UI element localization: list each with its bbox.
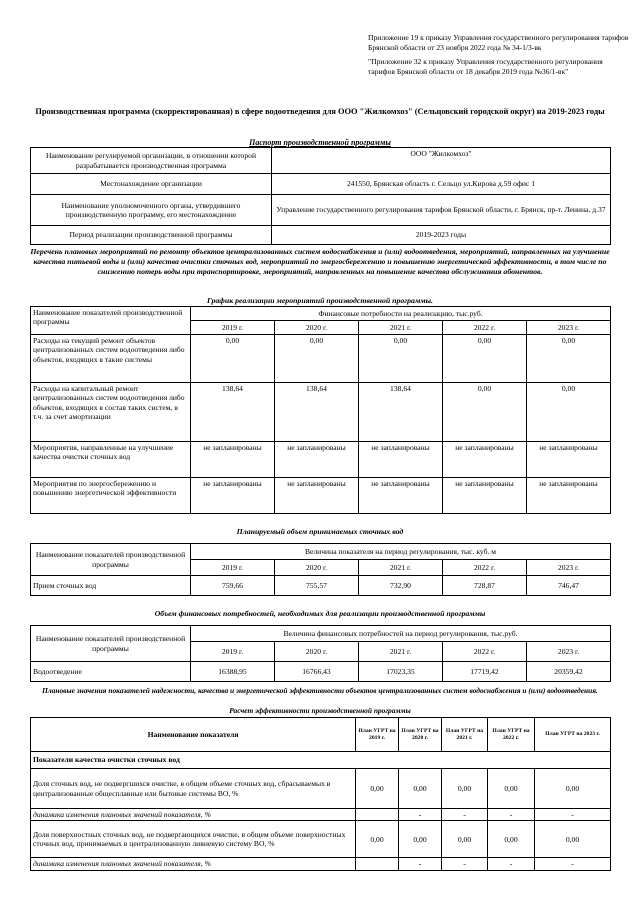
row-label: Водоотведение [31,662,191,682]
reliability-subheading: Расчет эффективности производственной программы [229,706,411,715]
passport-value: 2019-2023 годы [272,226,611,245]
year-header: 2021 г. [359,321,443,335]
passport-value: Управление государственного регулирования тарифов Брянской области, г. Брянск, пр-т. Ленина, д.37 [272,195,611,226]
document-title: Производственная программа (скорректированная) в сфере водоотведения для ООО "Жилкомхоз" (Сельцовский городской округ) на 2019-2023 годы [35,107,605,116]
row-label: Прием сточных вод [31,576,191,596]
cell-value: 138,64 [191,383,275,442]
order-note-2: "Приложение 32 к приказу Управления государственного регулирования тарифов Брянской области от 18 декабря 2019 года №36/1-вк" [368,57,603,76]
cell-value: не запланированы [191,478,275,514]
wastewater-col-group: Величина показателя на период регулирования, тыс. куб. м [191,544,611,560]
year-header: 2019 г. [191,560,275,576]
cell-value: 0,00 [399,821,442,858]
reliability-table [30,717,611,871]
measures-col-group: Финансовые потребности на реализацию, тыс.руб. [191,307,611,321]
cell-value: - [535,858,611,870]
dynamics-label: динамика изменения плановых значений показателя, % [31,809,356,821]
year-header: 2020 г. [275,560,359,576]
cell-value: 0,00 [399,769,442,809]
cell-value: 0,00 [275,335,359,383]
cell-value: - [442,809,488,821]
cell-value: 0,00 [488,821,535,858]
cell-value: - [399,809,442,821]
plan-col-header: План УГРТ на 2020 г. [399,718,442,752]
passport-value: ООО "Жилкомхоз" [272,148,611,174]
order-header [368,33,630,76]
year-header: 2021 г. [359,560,443,576]
cell-value: не запланированы [527,478,611,514]
cell-value: 746,47 [527,576,611,596]
cell-value: 0,00 [527,383,611,442]
table-row [31,335,611,383]
cell-value: 0,00 [442,769,488,809]
passport-table [30,147,611,245]
year-header: 2022 г. [443,560,527,576]
year-header: 2023 г. [527,560,611,576]
table-row [31,576,611,596]
row-label: Мероприятия по энергосбережению и повышению энергетической эффективности [31,478,191,514]
year-header: 2020 г. [275,321,359,335]
year-header: 2023 г. [527,642,611,662]
year-header: 2023 г. [527,321,611,335]
cell-value: 138,64 [359,383,443,442]
cell-value: не запланированы [275,478,359,514]
cell-value [356,809,399,821]
passport-row [31,174,611,195]
passport-label: Местонахождение организации [31,174,272,195]
table-row [31,769,611,809]
cell-value: не запланированы [443,442,527,478]
passport-label: Наименование уполномоченного органа, утвердившего производственную программу, его местонахождение [31,195,272,226]
cell-value: 0,00 [443,335,527,383]
year-header: 2019 г. [191,642,275,662]
cell-value: 0,00 [191,335,275,383]
cell-value: 16766,43 [275,662,359,682]
cell-value: 732,90 [359,576,443,596]
cell-value: 0,00 [443,383,527,442]
cell-value: - [399,858,442,870]
dynamics-label: динамика изменения плановых значений показателя, % [31,858,356,870]
cell-value: не запланированы [443,478,527,514]
year-header: 2020 г. [275,642,359,662]
cell-value: 0,00 [488,769,535,809]
row-label: Расходы на капитальный ремонт централизованных систем водоотведения либо объектов, входящих в состав таких систем, в т.ч. за счет амортизации [31,383,191,442]
reliability-heading: Плановые значения показателей надежности, качества и энергетической эффективности объектов централизованных систем водоснабжения и (или) водоотведения. [42,686,598,695]
cell-value: 0,00 [356,769,399,809]
cell-value: 17719,42 [443,662,527,682]
finance-col-group: Величина финансовых потребностей на период регулирования, тыс.руб. [191,626,611,642]
group-title: Показатели качества очистки сточных вод [31,752,611,769]
cell-value: 0,00 [527,335,611,383]
cell-value: 0,00 [356,821,399,858]
cell-value [356,858,399,870]
passport-label: Наименование регулируемой организации, в отношении которой разрабатывается производственная программа [31,148,272,174]
passport-label: Период реализации производственной программы [31,226,272,245]
wastewater-col-label: Наименование показателей производственной программы [31,544,191,576]
plan-col-header: План УГРТ на 2022 г. [488,718,535,752]
reliability-col-label: Наименование показателя [31,718,356,752]
finance-heading: Объем финансовых потребностей, необходимых для реализации производственной программы [154,609,486,618]
passport-row [31,195,611,226]
cell-value: не запланированы [359,478,443,514]
cell-value: 759,66 [191,576,275,596]
table-row [31,442,611,478]
table-row [31,809,611,821]
cell-value: - [535,809,611,821]
cell-value: не запланированы [527,442,611,478]
cell-value: 16388,95 [191,662,275,682]
table-row [31,858,611,870]
row-label: Доля поверхностных сточных вод, не подвергающихся очистке, в общем объеме поверхностных сточных вод, принимаемых в централизованную ливневую систему ВО, % [31,821,356,858]
cell-value: 138,64 [275,383,359,442]
wastewater-heading: Планируемый объем принимаемых сточных вод [236,527,404,536]
measures-table [30,306,611,514]
wastewater-table [30,543,611,596]
finance-table [30,625,611,682]
table-row [31,821,611,858]
cell-value: - [442,858,488,870]
measures-subheading: График реализации мероприятий производственной программы. [207,296,433,305]
cell-value: 17023,35 [359,662,443,682]
year-header: 2022 г. [443,321,527,335]
cell-value: - [488,858,535,870]
table-row [31,383,611,442]
cell-value: 0,00 [359,335,443,383]
cell-value: 0,00 [535,769,611,809]
measures-col-label: Наименование показателей производственной программы [31,307,191,335]
measures-heading: Перечень плановых мероприятий по ремонту объектов централизованных систем водоснабжения и (или) водоотведения, мероприятий, направленных на улучшение качества питьевой воды и (или) качества очистки сточных вод, мероприятий по энергосбережению и повышению энергетической эффективности, в том числе по снижению потерь воды при транспортировке, мероприятий, направленных на повышение качества обслуживания абонентов. [30,247,610,276]
plan-col-header: План УГРТ на 2019 г. [356,718,399,752]
cell-value: не запланированы [191,442,275,478]
row-label: Мероприятия, направленные на улучшение качества очистки сточных вод [31,442,191,478]
order-note-1: Приложение 19 к приказу Управления государственного регулирования тарифов Брянской области от 23 ноября 2022 года № 34-1/3-вк [368,33,629,52]
year-header: 2021 г. [359,642,443,662]
cell-value: не запланированы [359,442,443,478]
passport-row [31,148,611,174]
passport-row [31,226,611,245]
cell-value: 20359,42 [527,662,611,682]
passport-heading: Паспорт производственной программы [249,138,391,147]
year-header: 2019 г. [191,321,275,335]
cell-value: не запланированы [275,442,359,478]
row-label: Расходы на текущий ремонт объектов централизованных систем водоотведения либо объектов, входящих в такие системы [31,335,191,383]
table-row [31,478,611,514]
finance-col-label: Наименование показателей производственной программы [31,626,191,662]
passport-value: 241550, Брянская область г. Сельцо ул.Кирова д.59 офис 1 [272,174,611,195]
cell-value: 755,57 [275,576,359,596]
plan-col-header: План УГРТ на 2021 г. [442,718,488,752]
cell-value: 0,00 [535,821,611,858]
table-row [31,662,611,682]
plan-col-header: План УГРТ на 2023 г. [535,718,611,752]
year-header: 2022 г. [443,642,527,662]
cell-value: 0,00 [442,821,488,858]
cell-value: - [488,809,535,821]
row-label: Доля сточных вод, не подвергшихся очистке, в общем объеме сточных вод, сбрасываемых в централизованные общесплавные или бытовые системы ВО, % [31,769,356,809]
cell-value: 728,87 [443,576,527,596]
